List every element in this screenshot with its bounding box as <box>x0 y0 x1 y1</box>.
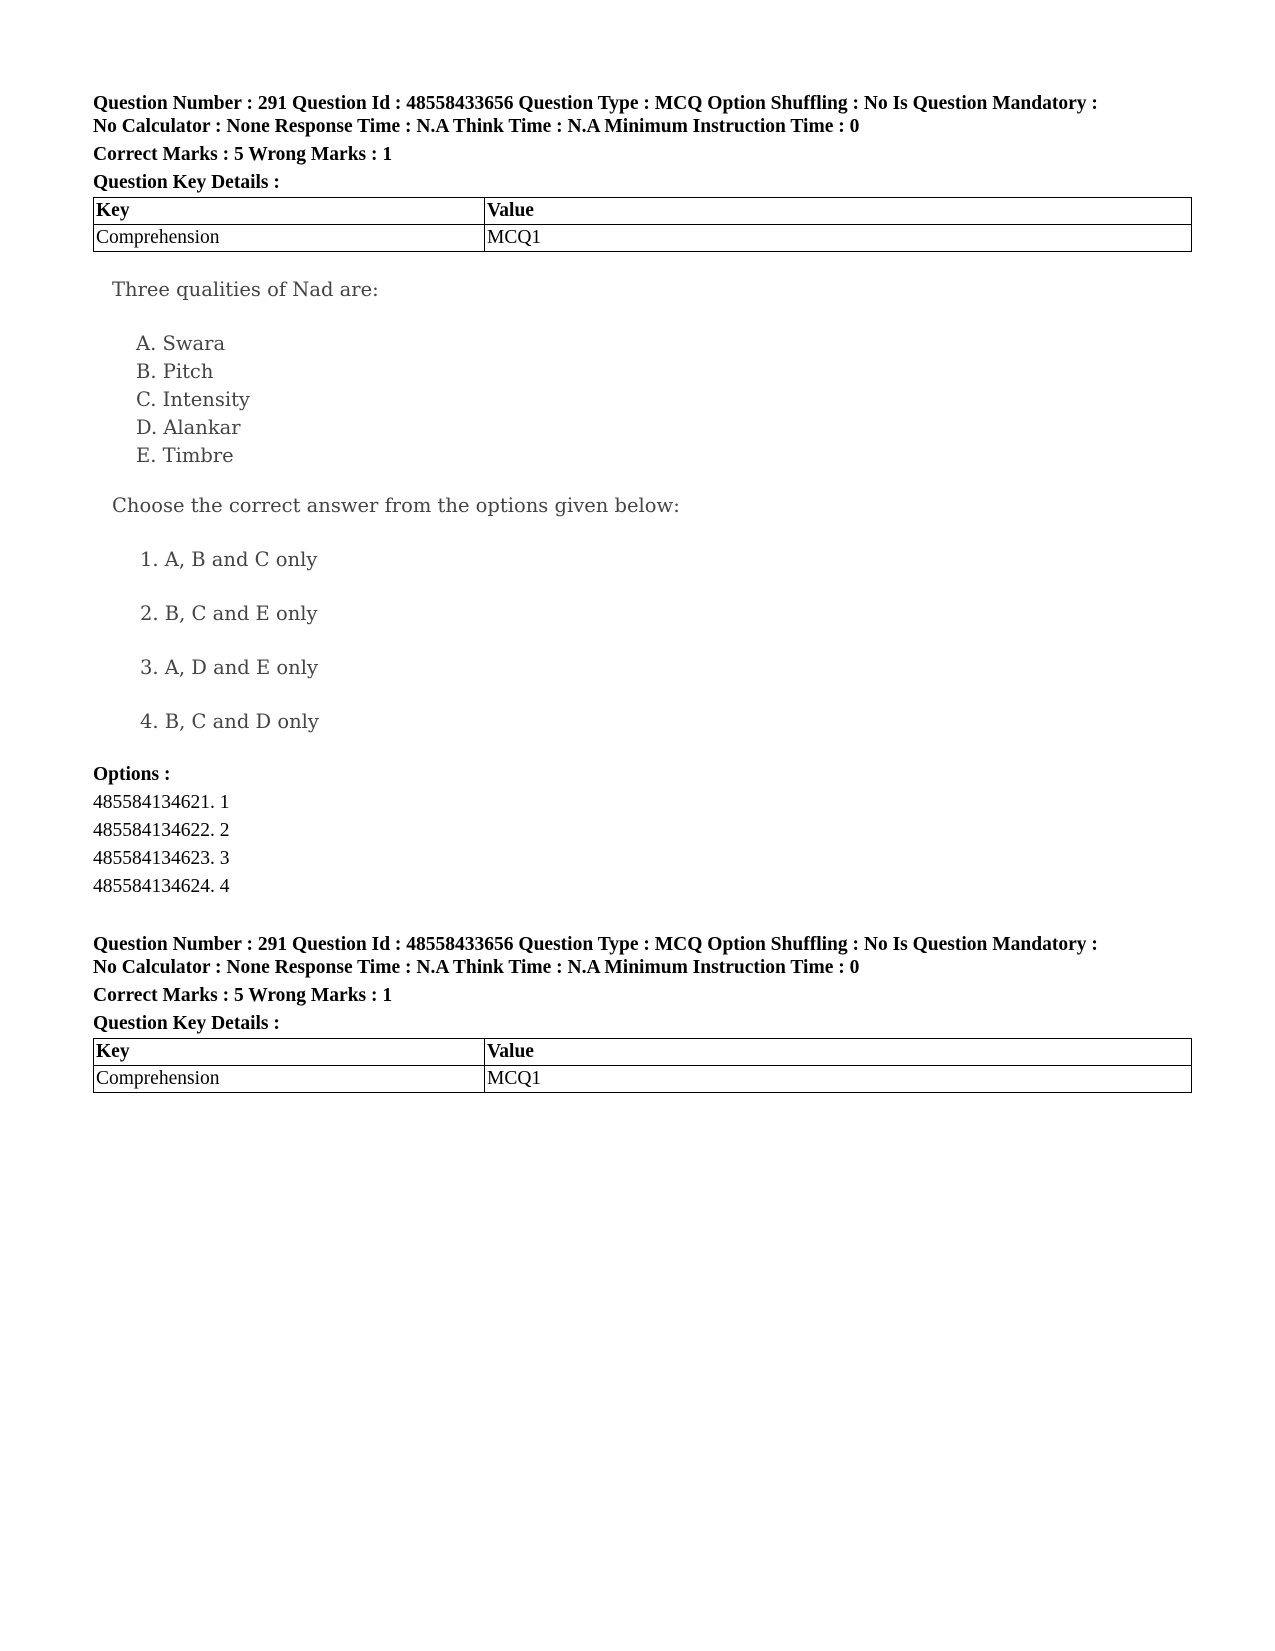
option-item: 485584134621. 1 <box>93 792 230 813</box>
table-cell-key: Comprehension <box>94 225 485 252</box>
table-header-key: Key <box>94 198 485 225</box>
question-meta-2 <box>93 933 1193 979</box>
question-meta-line-2: No Calculator : None Response Time : N.A Think Time : N.A Minimum Instruction Time : 0 <box>93 957 860 978</box>
answer-choice: 1. A, B and C only <box>140 548 318 571</box>
answer-choice: 3. A, D and E only <box>140 656 318 679</box>
question-meta-line-1: Question Number : 291 Question Id : 48558433656 Question Type : MCQ Option Shuffling : No Is Question Mandatory : <box>93 934 1098 955</box>
question-meta-line-1: Question Number : 291 Question Id : 48558433656 Question Type : MCQ Option Shuffling : No Is Question Mandatory : <box>93 93 1098 114</box>
table-header-value: Value <box>485 1039 1192 1066</box>
options-label: Options : <box>93 764 171 785</box>
table-header-value: Value <box>485 198 1192 225</box>
answer-choice: 4. B, C and D only <box>140 710 319 733</box>
question-item-list <box>136 330 250 470</box>
table-header-row <box>94 1039 1192 1066</box>
question-meta <box>93 92 1193 138</box>
list-item: D. Alankar <box>136 416 241 439</box>
key-details-label: Question Key Details : <box>93 172 280 193</box>
list-item: E. Timbre <box>136 444 234 467</box>
question-meta-line-2: No Calculator : None Response Time : N.A Think Time : N.A Minimum Instruction Time : 0 <box>93 116 860 137</box>
option-item: 485584134623. 3 <box>93 848 230 869</box>
list-item: C. Intensity <box>136 388 250 411</box>
key-details-table <box>93 197 1192 252</box>
options-block <box>93 761 230 901</box>
question-header-block <box>93 92 1193 252</box>
table-row <box>94 1066 1192 1093</box>
question-stem: Three qualities of Nad are: <box>112 278 379 301</box>
key-details-table-2 <box>93 1038 1192 1093</box>
key-details-label-2: Question Key Details : <box>93 1013 280 1034</box>
question-header-block-2 <box>93 933 1193 1093</box>
table-cell-value: MCQ1 <box>485 1066 1192 1093</box>
marks-line-2: Correct Marks : 5 Wrong Marks : 1 <box>93 985 393 1006</box>
question-instruction: Choose the correct answer from the options given below: <box>112 494 680 517</box>
table-cell-key: Comprehension <box>94 1066 485 1093</box>
table-header-key: Key <box>94 1039 485 1066</box>
table-header-row <box>94 198 1192 225</box>
option-item: 485584134622. 2 <box>93 820 230 841</box>
list-item: A. Swara <box>136 332 226 355</box>
answer-choice: 2. B, C and E only <box>140 602 318 625</box>
table-row <box>94 225 1192 252</box>
marks-line: Correct Marks : 5 Wrong Marks : 1 <box>93 144 393 165</box>
answer-choice-list <box>140 546 319 762</box>
option-item: 485584134624. 4 <box>93 876 230 897</box>
list-item: B. Pitch <box>136 360 214 383</box>
table-cell-value: MCQ1 <box>485 225 1192 252</box>
